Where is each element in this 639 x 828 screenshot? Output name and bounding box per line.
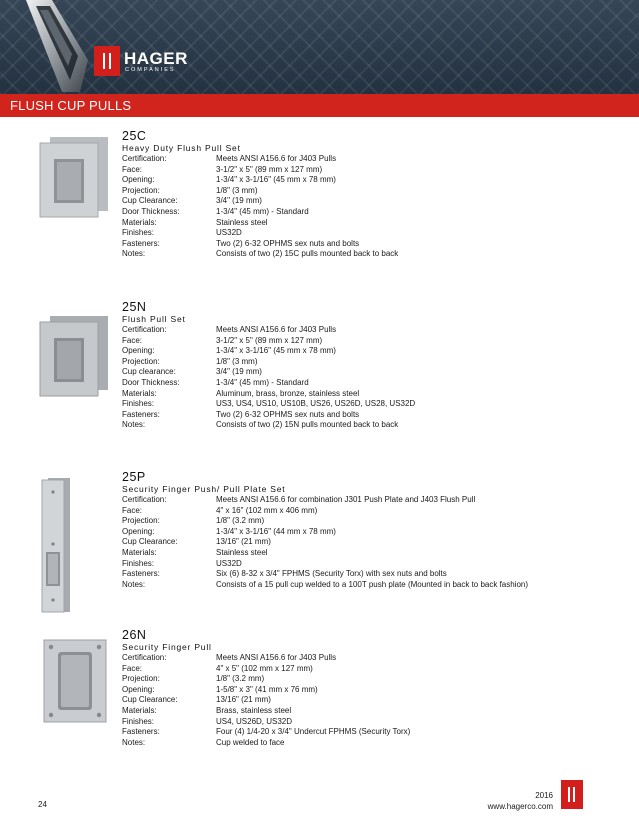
spec-value: 1-3/4" (45 mm) - Standard bbox=[216, 377, 309, 387]
spec-value: Four (4) 1/4-20 x 3/4" Undercut FPHMS (Security Torx) bbox=[216, 727, 411, 737]
spec-label: Materials: bbox=[122, 547, 157, 557]
product-code: 25P bbox=[122, 470, 146, 484]
product-name: Flush Pull Set bbox=[122, 314, 186, 324]
spec-label: Projection: bbox=[122, 674, 160, 684]
spec-label: Notes: bbox=[122, 249, 146, 259]
spec-value: 3-1/2" x 5" (89 mm x 127 mm) bbox=[216, 335, 323, 345]
spec-value: 3/4" (19 mm) bbox=[216, 196, 262, 206]
spec-value: 1-3/4" x 3-1/16" (44 mm x 78 mm) bbox=[216, 526, 336, 536]
spec-label: Cup Clearance: bbox=[122, 695, 178, 705]
hager-footer-logo bbox=[561, 780, 583, 809]
spec-label: Opening: bbox=[122, 175, 155, 185]
section-title: FLUSH CUP PULLS bbox=[10, 98, 132, 113]
spec-label: Opening: bbox=[122, 526, 155, 536]
spec-label: Certification: bbox=[122, 653, 167, 662]
spec-value: US4, US26D, US32D bbox=[216, 716, 293, 726]
spec-value: US32D bbox=[216, 558, 242, 568]
spec-label: Face: bbox=[122, 164, 143, 174]
pull-handle-illustration bbox=[22, 0, 92, 94]
spec-value: US3, US4, US10, US10B, US26, US26D, US28, US32D bbox=[216, 399, 416, 409]
spec-value: Consists of two (2) 15N pulls mounted back to back bbox=[216, 420, 399, 430]
spec-value: 3-1/2" x 5" (89 mm x 127 mm) bbox=[216, 164, 323, 174]
spec-value: Meets ANSI A156.6 for J403 Pulls bbox=[216, 325, 337, 334]
spec-label: Door Thickness: bbox=[122, 206, 180, 216]
product-25p-image bbox=[40, 478, 80, 614]
spec-label: Door Thickness: bbox=[122, 377, 180, 387]
spec-value: Stainless steel bbox=[216, 547, 268, 557]
spec-value: 4" x 5" (102 mm x 127 mm) bbox=[216, 663, 313, 673]
product-code: 25C bbox=[122, 129, 147, 143]
footer-year: 2016 bbox=[535, 791, 553, 800]
product-25c-image bbox=[36, 137, 112, 219]
spec-label: Projection: bbox=[122, 516, 160, 526]
spec-label: Opening: bbox=[122, 346, 155, 356]
product-26n-image bbox=[42, 638, 110, 726]
spec-value: 1-3/4" (45 mm) - Standard bbox=[216, 206, 309, 216]
spec-label: Notes: bbox=[122, 737, 146, 747]
product-code: 26N bbox=[122, 628, 147, 642]
spec-value: 1/8" (3 mm) bbox=[216, 356, 258, 366]
spec-value: 1-5/8" x 3" (41 mm x 76 mm) bbox=[216, 684, 318, 694]
spec-value: Brass, stainless steel bbox=[216, 705, 292, 715]
spec-label: Face: bbox=[122, 663, 143, 673]
product-name: Security Finger Push/ Pull Plate Set bbox=[122, 484, 286, 494]
spec-label: Cup Clearance: bbox=[122, 537, 178, 547]
spec-value: 1/8" (3.2 mm) bbox=[216, 516, 265, 526]
spec-value: 1-3/4" x 3-1/16" (45 mm x 78 mm) bbox=[216, 175, 336, 185]
hager-logo-subtext: COMPANIES bbox=[125, 67, 176, 73]
product-code: 25N bbox=[122, 300, 147, 314]
section-band bbox=[0, 94, 639, 117]
spec-value: Stainless steel bbox=[216, 217, 268, 227]
spec-value: Consists of a 15 pull cup welded to a 100T push plate (Mounted in back to back fashion) bbox=[216, 579, 529, 589]
spec-value: 1/8" (3.2 mm) bbox=[216, 674, 265, 684]
spec-value: 1/8" (3 mm) bbox=[216, 185, 258, 195]
spec-label: Fasteners: bbox=[122, 727, 160, 737]
product-name: Heavy Duty Flush Pull Set bbox=[122, 143, 241, 153]
spec-label: Opening: bbox=[122, 684, 155, 694]
spec-value: US32D bbox=[216, 228, 242, 238]
spec-value: Meets ANSI A156.6 for J403 Pulls bbox=[216, 653, 337, 662]
hager-logo-mark bbox=[94, 46, 120, 76]
page-header bbox=[0, 0, 639, 94]
spec-label: Materials: bbox=[122, 705, 157, 715]
page-number: 24 bbox=[38, 800, 47, 809]
hager-logo-text: HAGER bbox=[124, 49, 188, 68]
spec-value: Meets ANSI A156.6 for J403 Pulls bbox=[216, 154, 337, 163]
spec-label: Fasteners: bbox=[122, 238, 160, 248]
spec-value: 13/16" (21 mm) bbox=[216, 537, 271, 547]
spec-label: Face: bbox=[122, 335, 143, 345]
spec-value: Six (6) 8-32 x 3/4" FPHMS (Security Torx) with sex nuts and bolts bbox=[216, 569, 447, 579]
spec-value: Two (2) 6-32 OPHMS sex nuts and bolts bbox=[216, 238, 360, 248]
footer-website[interactable]: www.hagerco.com bbox=[487, 802, 553, 811]
spec-value: Two (2) 6-32 OPHMS sex nuts and bolts bbox=[216, 409, 360, 419]
spec-value: 13/16" (21 mm) bbox=[216, 695, 271, 705]
spec-label: Fasteners: bbox=[122, 569, 160, 579]
spec-label: Notes: bbox=[122, 579, 146, 589]
spec-label: Cup clearance: bbox=[122, 367, 176, 377]
spec-value: 3/4" (19 mm) bbox=[216, 367, 262, 377]
spec-label: Projection: bbox=[122, 185, 160, 195]
spec-label: Materials: bbox=[122, 217, 157, 227]
spec-value: Aluminum, brass, bronze, stainless steel bbox=[216, 388, 360, 398]
spec-value: Cup welded to face bbox=[216, 737, 285, 747]
spec-label: Materials: bbox=[122, 388, 157, 398]
spec-label: Face: bbox=[122, 505, 143, 515]
spec-label: Projection: bbox=[122, 356, 160, 366]
spec-value: Consists of two (2) 15C pulls mounted back to back bbox=[216, 249, 399, 259]
spec-value: 1-3/4" x 3-1/16" (45 mm x 78 mm) bbox=[216, 346, 336, 356]
spec-label: Finishes: bbox=[122, 558, 155, 568]
spec-label: Certification: bbox=[122, 495, 167, 504]
spec-value: Meets ANSI A156.6 for combination J301 Push Plate and J403 Flush Pull bbox=[216, 495, 476, 504]
spec-label: Certification: bbox=[122, 325, 167, 334]
spec-label: Cup Clearance: bbox=[122, 196, 178, 206]
spec-value: 4" x 16" (102 mm x 406 mm) bbox=[216, 505, 318, 515]
spec-label: Finishes: bbox=[122, 716, 155, 726]
product-25n-image bbox=[36, 316, 112, 398]
spec-label: Finishes: bbox=[122, 399, 155, 409]
spec-label: Notes: bbox=[122, 420, 146, 430]
spec-label: Certification: bbox=[122, 154, 167, 163]
spec-label: Fasteners: bbox=[122, 409, 160, 419]
spec-label: Finishes: bbox=[122, 228, 155, 238]
product-name: Security Finger Pull bbox=[122, 642, 212, 652]
